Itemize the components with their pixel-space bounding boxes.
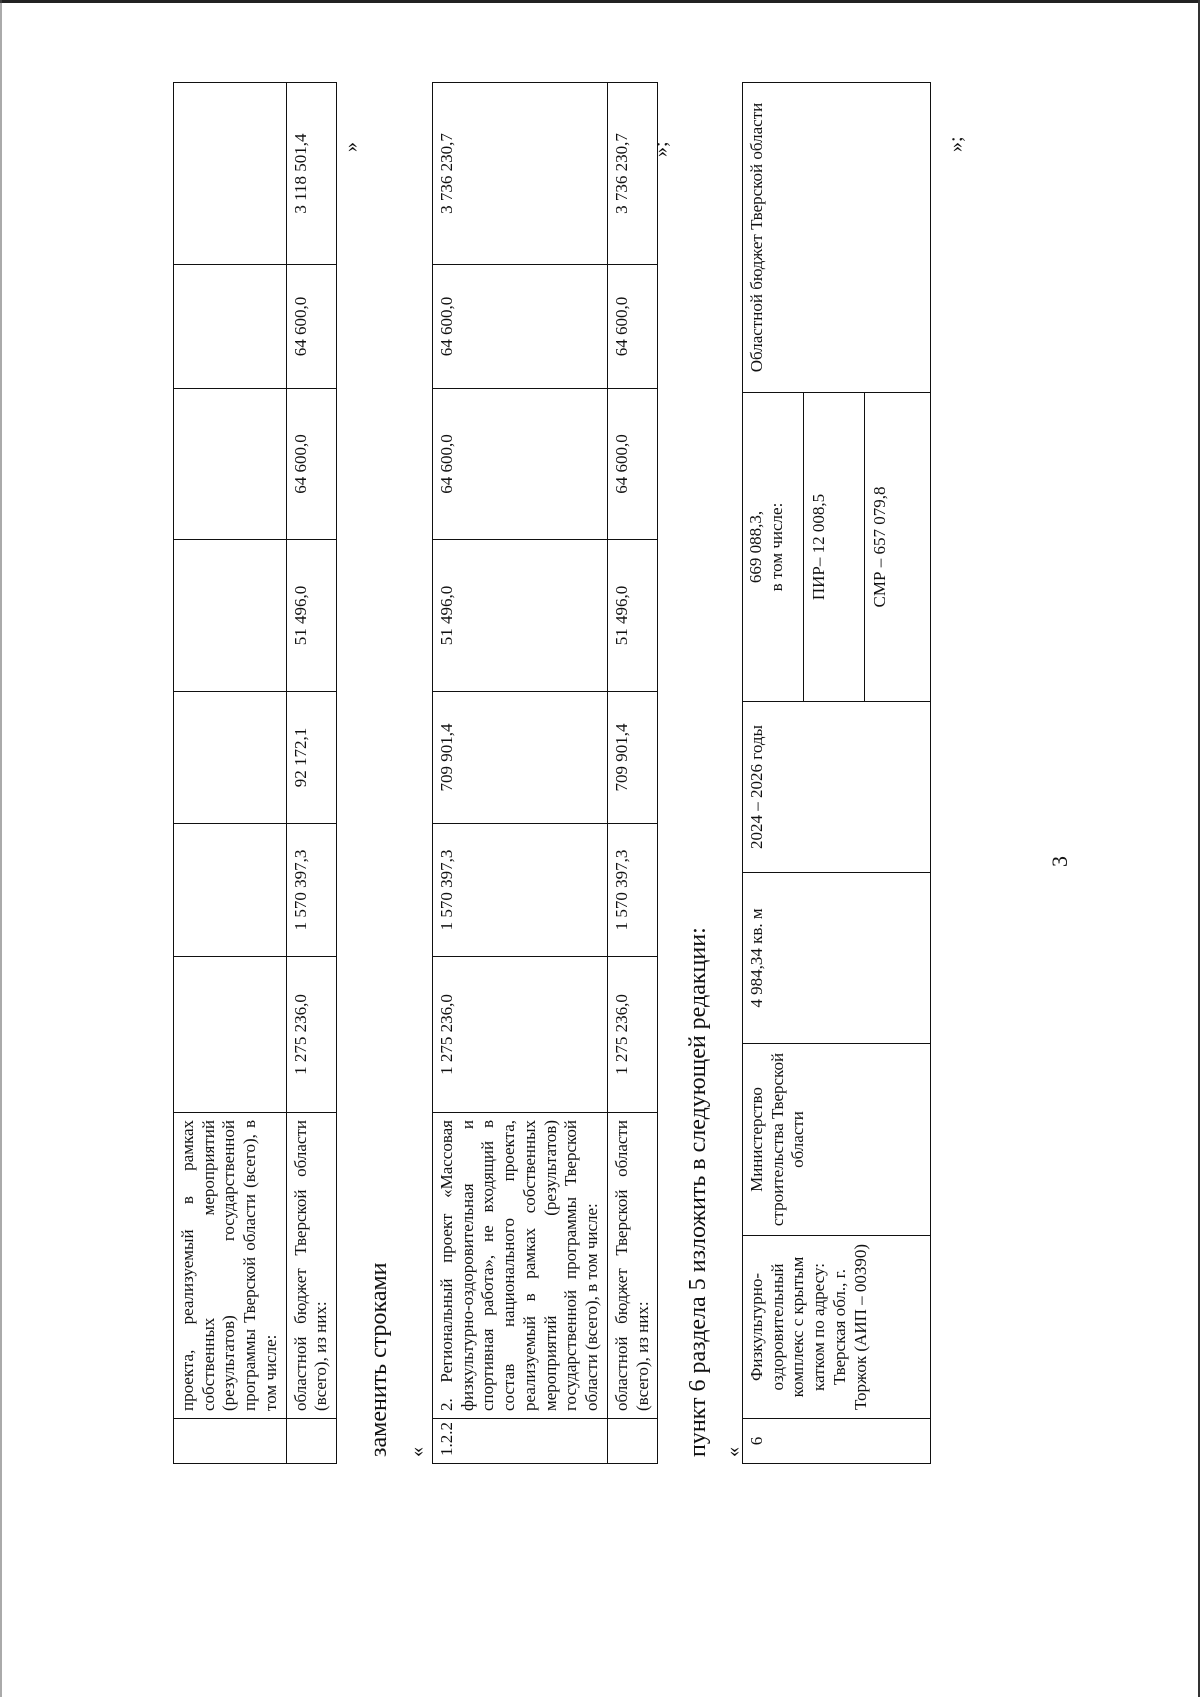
replace-heading: заменить строками [366,1262,392,1457]
value-cell: 64 600,0 [607,389,657,540]
value-cell [174,83,287,265]
object-capacity: 4 984,34 кв. м [743,873,931,1044]
cost-smr-cell [865,393,928,701]
value-cell: 1 570 397,3 [433,824,608,957]
section-heading: пункт 6 раздела 5 изложить в следующей редакции: [685,927,711,1457]
object-source: Областной бюджет Тверской области [743,83,931,393]
value-cell [174,540,287,692]
page-number: 3 [1047,856,1072,867]
value-cell: 3 736 230,7 [607,83,657,265]
open-quote-1: « [406,1447,428,1457]
value-cell [174,692,287,824]
value-cell: 3 118 501,4 [286,83,336,265]
closing-quote-3: »; [945,136,967,152]
value-cell: 51 496,0 [433,540,608,692]
value-cell: 1 275 236,0 [286,957,336,1113]
table-row [607,83,657,1464]
open-quote-2: « [722,1447,744,1457]
value-cell: 64 600,0 [286,389,336,540]
closing-quote-1: » [340,142,362,152]
cost-total: 669 088,3, [746,510,765,584]
value-cell: 709 901,4 [433,692,608,824]
cost-pir: ПИР– 12 008,5 [809,493,828,601]
cost-pir-cell [804,393,865,701]
value-cell: 64 600,0 [433,389,608,540]
value-cell [174,265,287,389]
row-description: областной бюджет Тверской области (всего), из них: [607,1113,657,1419]
row-index [607,1419,657,1464]
row-description: проекта, реализуемый в рамках собственных мероприятий (результатов) государственной программы Тверской области (всего), в том числе: [174,1113,287,1419]
closing-quote-2: »; [650,141,672,157]
object-cost [743,393,931,702]
cost-total-cell [743,393,804,701]
value-cell: 64 600,0 [433,265,608,389]
table-row [743,83,931,1464]
value-cell: 64 600,0 [607,265,657,389]
value-cell: 51 496,0 [286,540,336,692]
value-cell: 1 570 397,3 [607,824,657,957]
table-replacement-rows [432,82,658,1464]
row-description: 2. Региональный проект «Массовая физкультурно-оздоровительная и спортивная работа», не входящий в состав национального проекта, реализуемый в рамках собственных мероприятий (результатов) государственной программы Тверской области (всего), в том числе: [433,1113,608,1419]
table-row [174,83,287,1464]
value-cell [174,957,287,1113]
row-description: областной бюджет Тверской области (всего), из них: [286,1113,336,1419]
table-existing-rows [173,82,337,1464]
object-name: Физкультурно-оздоровительный комплекс с крытым катком по адресу: Тверская обл., г. Торжок (АИП – 00390) [743,1236,931,1419]
value-cell: 1 275 236,0 [607,957,657,1113]
value-cell: 1 570 397,3 [286,824,336,957]
value-cell: 1 275 236,0 [433,957,608,1113]
value-cell: 92 172,1 [286,692,336,824]
value-cell [174,824,287,957]
object-index: 6 [743,1419,931,1464]
row-index [286,1419,336,1464]
table-row [286,83,336,1464]
object-customer: Министерство строительства Тверской области [743,1044,931,1236]
value-cell: 51 496,0 [607,540,657,692]
value-cell: 64 600,0 [286,265,336,389]
cost-smr: СМР – 657 079,8 [870,486,889,608]
row-index [174,1419,287,1464]
value-cell [174,389,287,540]
value-cell: 709 901,4 [607,692,657,824]
cost-including: в том числе: [766,502,786,592]
value-cell: 3 736 230,7 [433,83,608,265]
object-period: 2024 – 2026 годы [743,702,931,873]
table-object-row [742,82,931,1464]
row-index: 1.2.2 [433,1419,608,1464]
table-row [433,83,608,1464]
